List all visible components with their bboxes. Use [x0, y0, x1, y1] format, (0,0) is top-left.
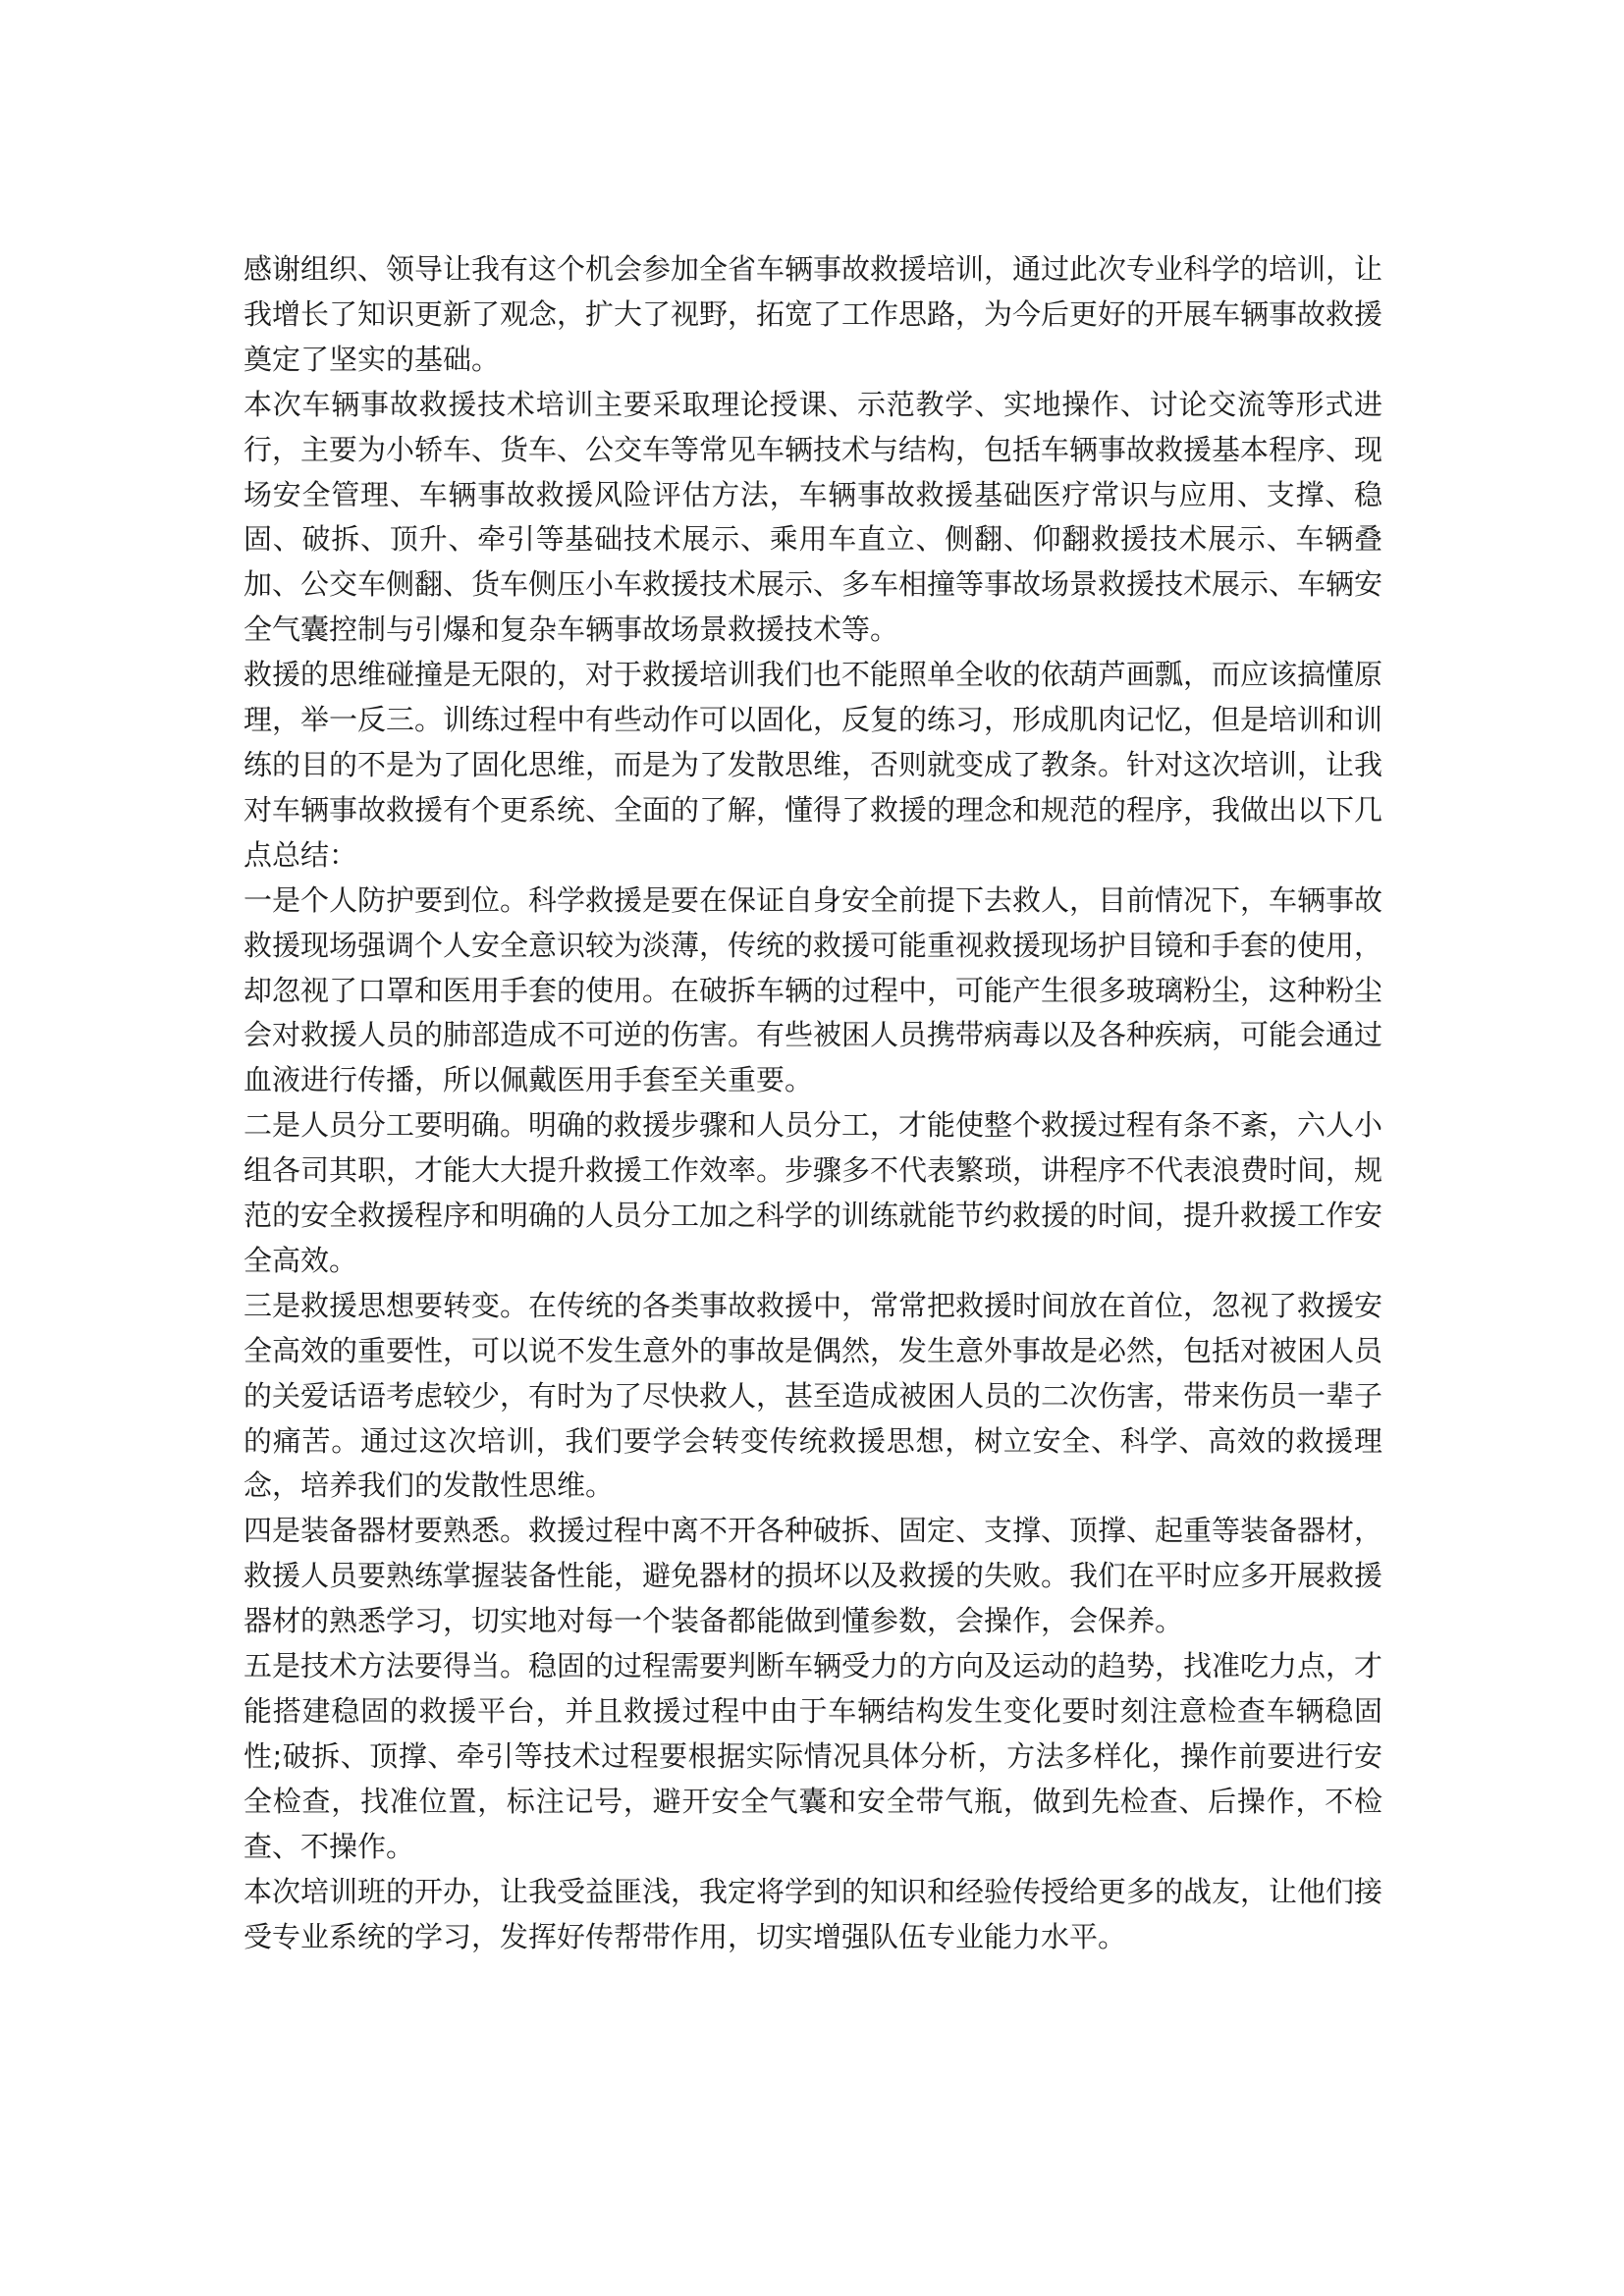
paragraph-point-5: 五是技术方法要得当。稳固的过程需要判断车辆受力的方向及运动的趋势，找准吃力点，才能搭建稳固的救援平台，并且救援过程中由于车辆结构发生变化要时刻注意检查车辆稳固性;破拆、顶撑、牵引等技术过程要根据实际情况具体分析，方法多样化，操作前要进行安全检查，找准位置，标注记号，避开安全气囊和安全带气瓶，做到先检查、后操作，不检查、不操作。: [244, 1649, 1383, 1863]
paragraph-training-content: 本次车辆事故救援技术培训主要采取理论授课、示范教学、实地操作、讨论交流等形式进行，主要为小轿车、货车、公交车等常见车辆技术与结构，包括车辆事故救援基本程序、现场安全管理、车辆事故救援风险评估方法，车辆事故救援基础医疗常识与应用、支撑、稳固、破拆、顶升、牵引等基础技术展示、乘用车直立、侧翻、仰翻救援技术展示、车辆叠加、公交车侧翻、货车侧压小车救援技术展示、多车相撞等事故场景救援技术展示、车辆安全气囊控制与引爆和复杂车辆事故场景救援技术等。: [244, 387, 1383, 647]
paragraph-point-4: 四是装备器材要熟悉。救援过程中离不开各种破拆、固定、支撑、顶撑、起重等装备器材，救援人员要熟练掌握装备性能，避免器材的损坏以及救援的失败。我们在平时应多开展救援器材的熟悉学习，切实地对每一个装备都能做到懂参数，会操作，会保养。: [244, 1514, 1383, 1638]
paragraph-conclusion: 本次培训班的开办，让我受益匪浅，我定将学到的知识和经验传授给更多的战友，让他们接受专业系统的学习，发挥好传帮带作用，切实增强队伍专业能力水平。: [244, 1874, 1383, 1953]
paragraph-intro: 感谢组织、领导让我有这个机会参加全省车辆事故救援培训，通过此次专业科学的培训，让我增长了知识更新了观念，扩大了视野，拓宽了工作思路，为今后更好的开展车辆事故救援奠定了坚实的基础。: [244, 252, 1383, 376]
paragraph-point-2: 二是人员分工要明确。明确的救援步骤和人员分工，才能使整个救援过程有条不紊，六人小组各司其职，才能大大提升救援工作效率。步骤多不代表繁琐，讲程序不代表浪费时间，规范的安全救援程序和明确的人员分工加之科学的训练就能节约救援的时间，提升救援工作安全高效。: [244, 1108, 1383, 1277]
paragraph-point-3: 三是救援思想要转变。在传统的各类事故救援中，常常把救援时间放在首位，忽视了救援安全高效的重要性，可以说不发生意外的事故是偶然，发生意外事故是必然，包括对被困人员的关爱话语考虑较少，有时为了尽快救人，甚至造成被困人员的二次伤害，带来伤员一辈子的痛苦。通过这次培训，我们要学会转变传统救援思想，树立安全、科学、高效的救援理念，培养我们的发散性思维。: [244, 1288, 1383, 1503]
paragraph-point-1: 一是个人防护要到位。科学救援是要在保证自身安全前提下去救人，目前情况下，车辆事故救援现场强调个人安全意识较为淡薄，传统的救援可能重视救援现场护目镜和手套的使用，却忽视了口罩和医用手套的使用。在破拆车辆的过程中，可能产生很多玻璃粉尘，这种粉尘会对救援人员的肺部造成不可逆的伤害。有些被困人员携带病毒以及各种疾病，可能会通过血液进行传播，所以佩戴医用手套至关重要。: [244, 882, 1383, 1097]
paragraph-thinking: 救援的思维碰撞是无限的，对于救援培训我们也不能照单全收的依葫芦画瓢，而应该搞懂原理，举一反三。训练过程中有些动作可以固化，反复的练习，形成肌肉记忆，但是培训和训练的目的不是为了固化思维，而是为了发散思维，否则就变成了教条。针对这次培训，让我对车辆事故救援有个更系统、全面的了解，懂得了救援的理念和规范的程序，我做出以下几点总结：: [244, 658, 1383, 872]
document-body: [244, 247, 1382, 1959]
